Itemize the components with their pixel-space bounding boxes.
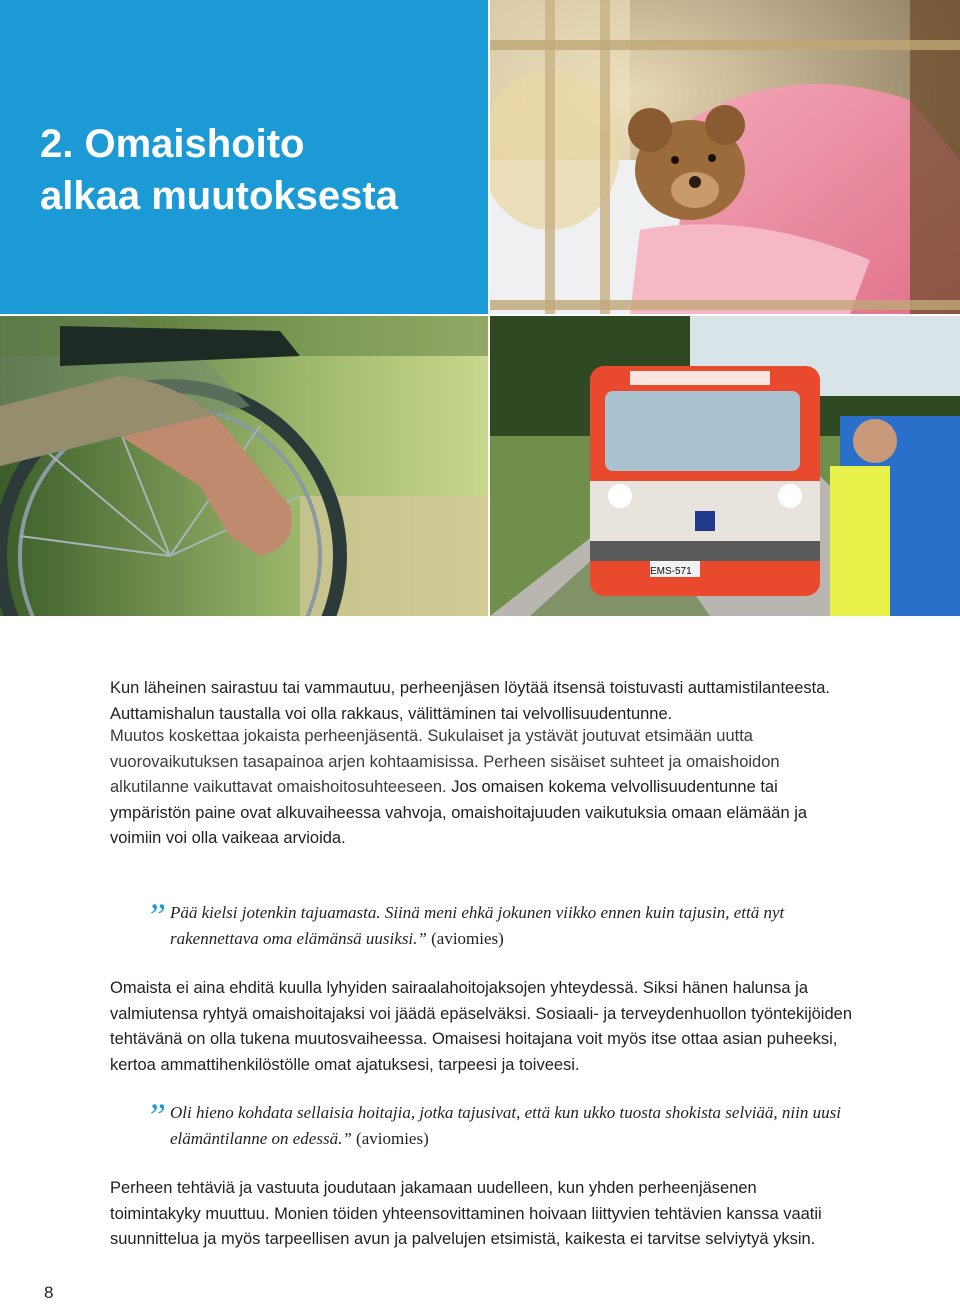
paragraph-intro — [110, 676, 852, 727]
quote-2-body — [150, 1100, 850, 1151]
quote-2-text: Oli hieno kohdata sellaisia hoitajia, jotka tajusivat, että kun ukko tuosta shokista selviää, niin uusi elämäntilanne on edessä.” — [170, 1103, 841, 1148]
quote-1-source: (aviomies) — [431, 928, 504, 948]
paragraph-responsibilities-text: Perheen tehtäviä ja vastuuta joudutaan jakamaan uudelleen, kun yhden perheenjäsenen toimintakyky muuttuu. Monien töiden yhteensovittaminen hoivaan liittyvien tehtävien kanssa vaatii suunnittelua ja myös tarpeellisen avun ja palvelujen etsimistä, kaikesta ei tarvitse selviytyä yksin. — [110, 1179, 822, 1248]
license-plate-text: EMS-571 — [650, 566, 692, 577]
wheelchair-photo — [0, 316, 488, 616]
paragraph-change — [110, 724, 852, 852]
quote-mark-icon: ” — [146, 896, 167, 936]
paragraph-change-text — [110, 724, 852, 852]
quote-1 — [146, 896, 850, 951]
paragraph-hospital — [110, 976, 852, 1078]
paragraph-change-part-2: Jos omaisen kokema velvollisuudentunne tai ympäristön paine ovat alkuvaiheessa vahvoja, omaishoitajuuden vaikutuksia omaan elämään ja voimiin voi olla vaikeaa arvioida. — [110, 778, 808, 847]
chapter-title — [40, 118, 480, 222]
paragraph-change-part-1: Muutos koskettaa jokaista perheenjäsentä. Sukulaiset ja ystävät joutuvat etsimään uutta vuorovaikutuksen tasapainoa arjen kohtaamisissa. Perheen sisäiset suhteet ja omaishoidon alkutilanne vaikuttavat omaishoitosuhteeseen. — [110, 727, 780, 796]
quote-mark-icon: ” — [146, 1096, 167, 1136]
quote-2-source: (aviomies) — [356, 1128, 429, 1148]
chapter-title-line-1: 2. Omaishoito — [40, 122, 305, 166]
paragraph-responsibilities — [110, 1176, 852, 1253]
chapter-title-panel — [0, 0, 488, 314]
ambulance-photo — [490, 316, 960, 616]
quote-2 — [146, 1096, 850, 1151]
teddy-bear-photo — [490, 0, 960, 314]
quote-1-text: Pää kielsi jotenkin tajuamasta. Siinä meni ehkä jokunen viikko ennen kuin tajusin, että nyt rakennettava oma elämänsä uusiksi.” — [170, 903, 785, 948]
chapter-title-line-2: alkaa muutoksesta — [40, 174, 398, 218]
page-number: 8 — [44, 1283, 54, 1302]
paragraph-intro-text: Kun läheinen sairastuu tai vammautuu, perheenjäsen löytää itsensä toistuvasti auttamistilanteesta. Auttamishalun taustalla voi olla rakkaus, välittäminen tai velvollisuudentunne. — [110, 679, 831, 723]
paragraph-hospital-text: Omaista ei aina ehditä kuulla lyhyiden sairaalahoitojaksojen yhteydessä. Siksi hänen halunsa ja valmiutensa ryhtyä omaishoitajaksi voi jäädä epäselväksi. Sosiaali- ja terveydenhuollon työntekijöiden tehtävänä on olla tukena muutosvaiheessa. Omaisesi hoitajana voit myös itse ottaa asian puheeksi, kertoa ammattihenkilöstölle omat ajatuksesi, tarpeesi ja toiveesi. — [110, 979, 852, 1074]
quote-1-body — [150, 900, 850, 951]
